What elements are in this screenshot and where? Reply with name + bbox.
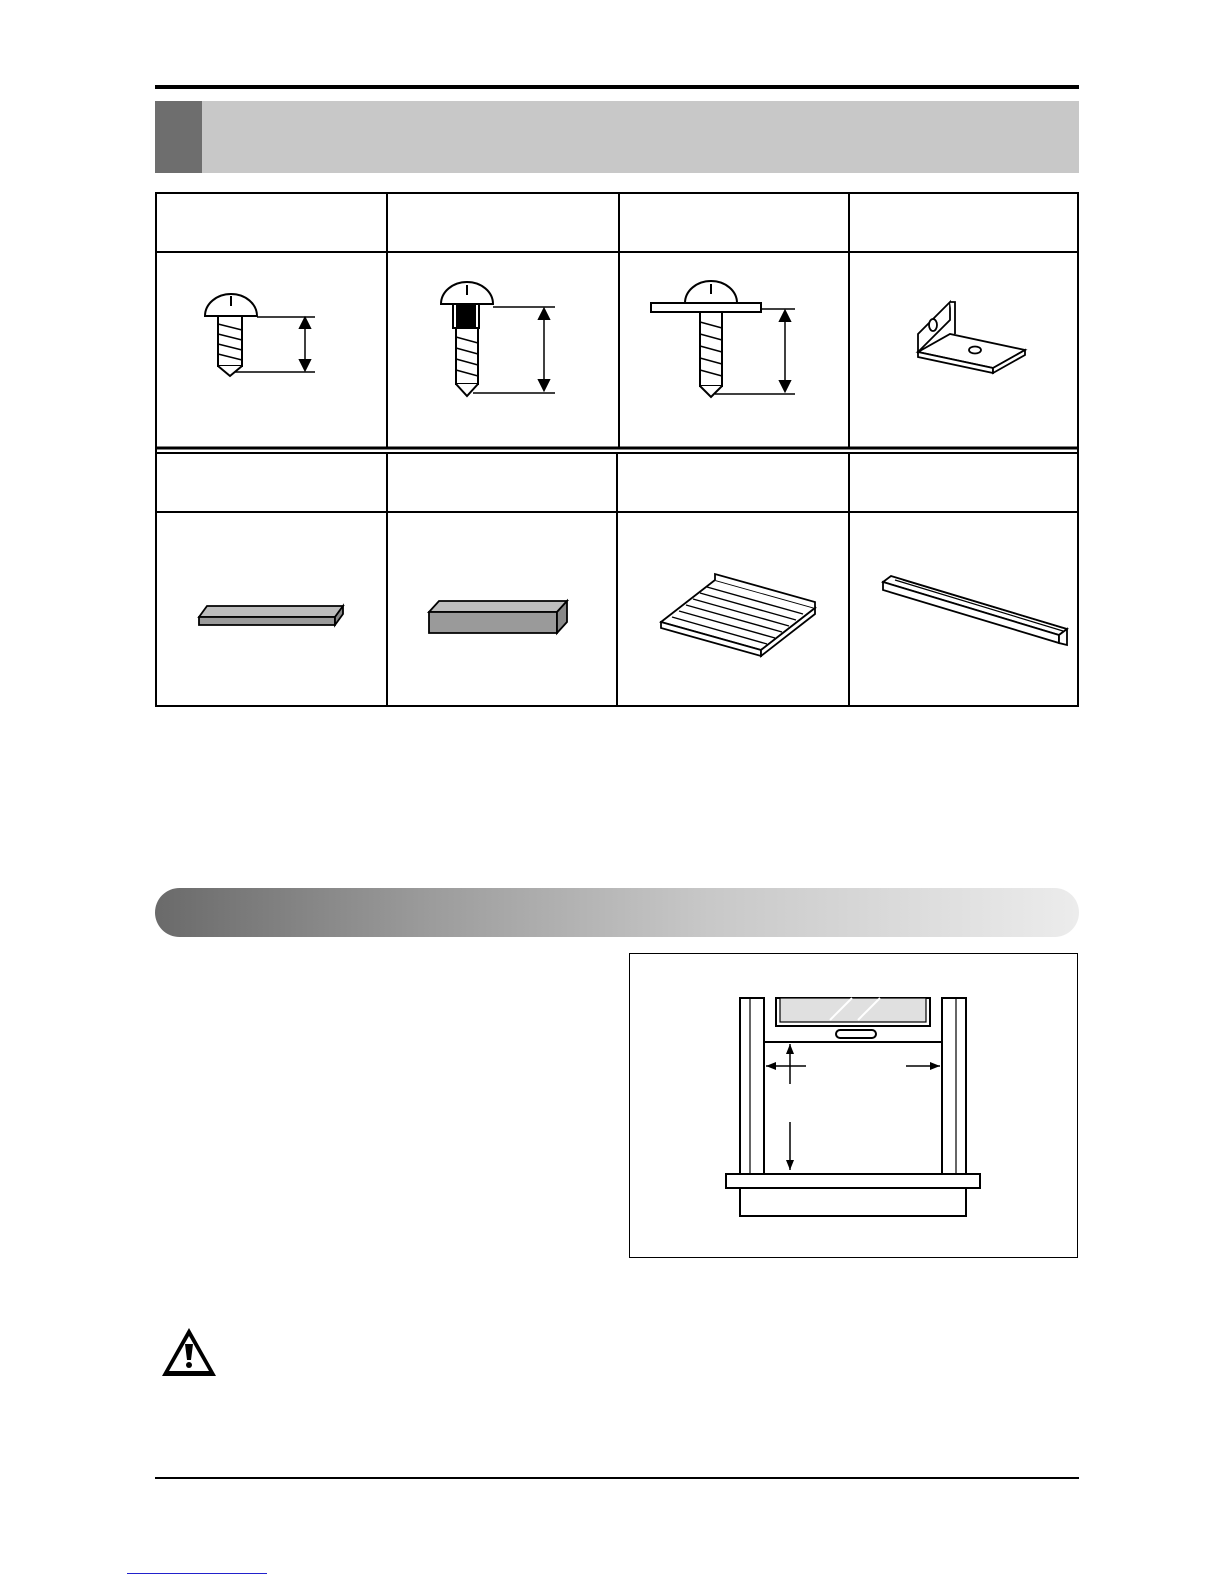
- screw-a-icon: [205, 294, 315, 376]
- screw-c-washer-icon: [651, 281, 795, 397]
- foam-strip-thin-icon: [199, 606, 343, 625]
- parts-table: [155, 192, 1079, 707]
- sill-bracket-icon: [918, 302, 1025, 373]
- section-header-block: [155, 101, 202, 173]
- upper-guide-rail-icon: [883, 576, 1067, 645]
- top-rule: [155, 85, 1079, 89]
- footer-link-underline[interactable]: [127, 1572, 267, 1574]
- screw-b-icon: [441, 282, 555, 396]
- window-opening-figure: [629, 953, 1078, 1258]
- bottom-rule: [155, 1477, 1079, 1479]
- caution-triangle-icon: [160, 1326, 218, 1378]
- foam-strip-thick-icon: [429, 601, 567, 633]
- section-header-bar: [155, 101, 1079, 173]
- window-panel-icon: [661, 574, 815, 656]
- section-heading-bar: [155, 888, 1079, 937]
- parts-table-graphic: [155, 192, 1079, 707]
- window-opening-measurement-icon: [630, 954, 1076, 1256]
